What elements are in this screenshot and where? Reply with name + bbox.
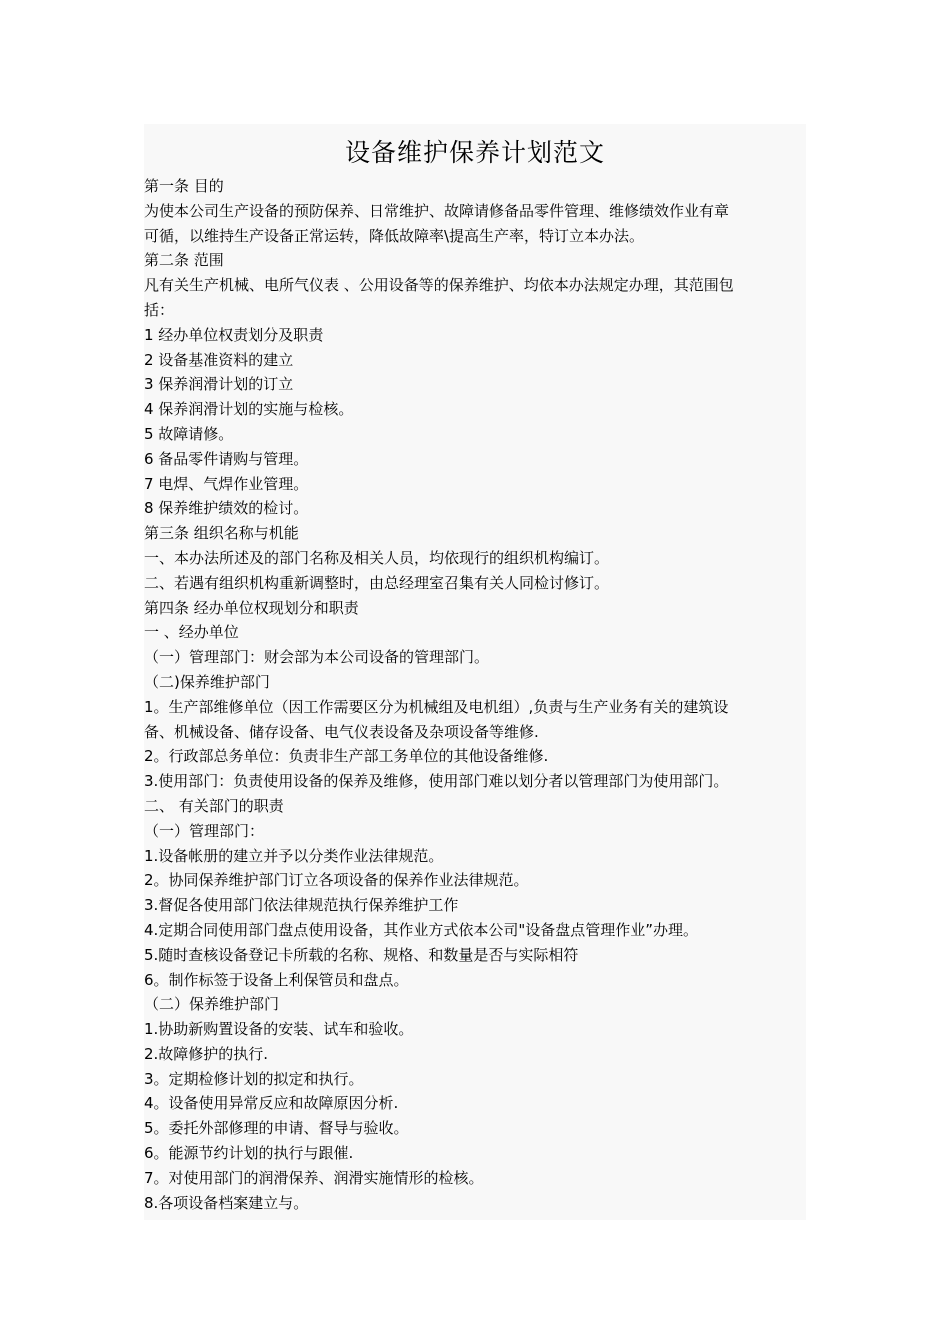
document-line: 1 经办单位权责划分及职责 [144, 325, 324, 344]
document-line: 第一条 目的 [144, 177, 224, 195]
document-line: （二）保养维护部门 [144, 995, 280, 1014]
document-line: （二)保养维护部门 [144, 672, 270, 691]
document-line: 3。定期检修计划的拟定和执行。 [144, 1069, 364, 1088]
document-line: 3.督促各使用部门依法律规范执行保养维护工作 [144, 896, 459, 915]
document-line: 为使本公司生产设备的预防保养、日常维护、故障请修备品零件管理、维修绩效作业有章 [144, 201, 730, 220]
document-line: 2。行政部总务单位：负责非生产部工务单位的其他设备维修. [144, 747, 549, 766]
document-line: 一 、经办单位 [144, 623, 239, 642]
document-line: 可循，以维持生产设备正常运转，降低故障率\提高生产率，特订立本办法。 [144, 226, 645, 245]
document-title: 设备维护保养计划范文 [344, 138, 605, 167]
document-line: 1.协助新购置设备的安装、试车和验收。 [144, 1020, 414, 1039]
document-line: （一）管理部门：财会部为本公司设备的管理部门。 [144, 648, 490, 667]
document-line: 括： [144, 300, 175, 319]
document-line: 一、本办法所述及的部门名称及相关人员，均依现行的组织机构编订。 [144, 548, 610, 567]
document-line: （一）管理部门： [144, 821, 265, 840]
document-line: 3.使用部门：负责使用设备的保养及维修，使用部门难以划分者以管理部门为使用部门。 [144, 772, 729, 791]
document-body [144, 174, 806, 1215]
document-line: 5.随时查核设备登记卡所载的名称、规格、和数量是否与实际相符 [144, 945, 579, 964]
document-line: 7 电焊、气焊作业管理。 [144, 474, 309, 493]
document-line: 6 备品零件请购与管理。 [144, 449, 309, 468]
document-page [144, 124, 806, 1220]
document-line: 6。制作标签于设备上利保管员和盘点。 [144, 970, 409, 989]
document-line: 2.故障修护的执行. [144, 1044, 269, 1063]
document-line: 二、 有关部门的职责 [144, 796, 284, 815]
document-line: 凡有关生产机械、电所气仪表 、公用设备等的保养维护、均依本办法规定办理，其范围包 [144, 276, 734, 295]
document-line: 6。能源节约计划的执行与跟催. [144, 1144, 354, 1163]
document-line: 4 保养润滑计划的实施与检核。 [144, 400, 354, 419]
document-line: 8.各项设备档案建立与。 [144, 1193, 309, 1212]
document-line: 4.定期合同使用部门盘点使用设备，其作业方式依本公司"设备盘点管理作业”办理。 [144, 920, 698, 939]
document-line: 第四条 经办单位权现划分和职责 [144, 598, 359, 617]
document-line: 备、机械设备、储存设备、电气仪表设备及杂项设备等维修. [144, 722, 539, 741]
document-line: 7。对使用部门的润滑保养、润滑实施情形的检核。 [144, 1168, 484, 1187]
document-line: 4。设备使用异常反应和故障原因分析. [144, 1094, 399, 1113]
document-line: 5。委托外部修理的申请、督导与验收。 [144, 1119, 409, 1138]
document-line: 8 保养维护绩效的检讨。 [144, 499, 309, 518]
document-line: 第三条 组织名称与机能 [144, 524, 299, 543]
document-line: 1.设备帐册的建立并予以分类作业法律规范。 [144, 846, 444, 865]
document-line: 5 故障请修。 [144, 424, 234, 443]
document-line: 二、若遇有组织机构重新调整时，由总经理室召集有关人同检讨修订。 [144, 573, 610, 592]
document-line: 3 保养润滑计划的订立 [144, 375, 294, 394]
document-line: 第二条 范围 [144, 251, 224, 270]
document-line: 1。生产部维修单位（因工作需要区分为机械组及电机组）,负责与生产业务有关的建筑设 [144, 697, 729, 716]
document-line: 2。协同保养维护部门订立各项设备的保养作业法律规范。 [144, 871, 529, 890]
document-line: 2 设备基准资料的建立 [144, 350, 294, 369]
